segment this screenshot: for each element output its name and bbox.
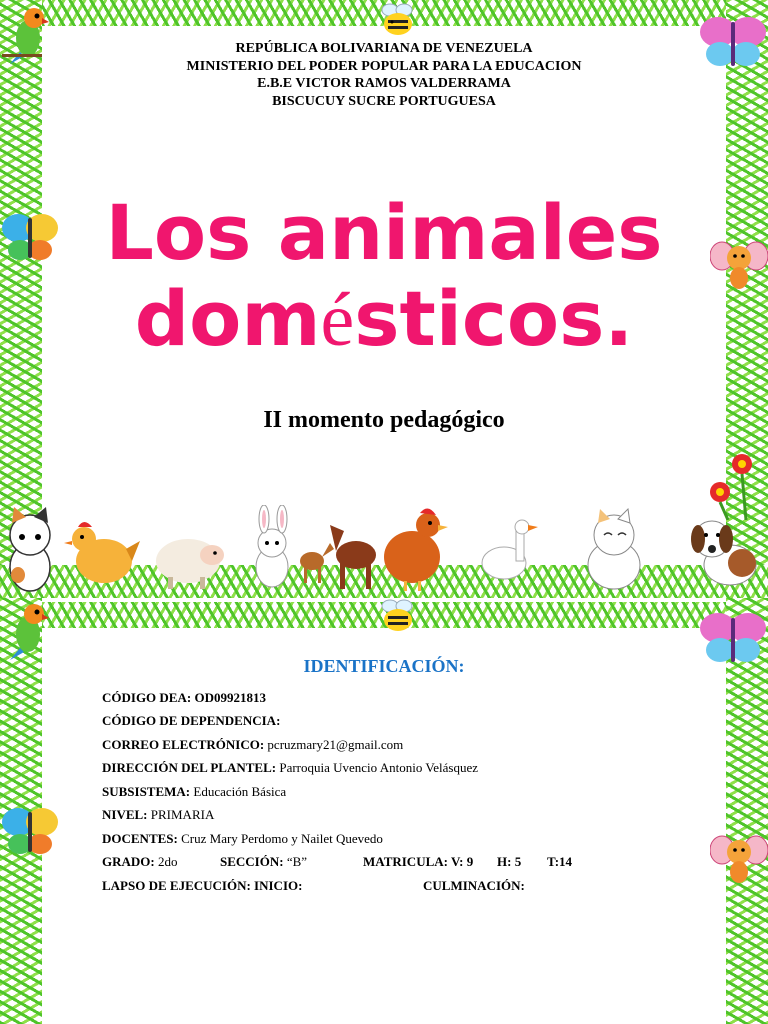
field-label: CORREO ELECTRÓNICO: bbox=[102, 737, 265, 752]
institution-header bbox=[0, 40, 768, 110]
direccion-row bbox=[102, 760, 478, 776]
header-line: E.B.E VICTOR RAMOS VALDERRAMA bbox=[257, 76, 511, 91]
field-value: 2do bbox=[157, 854, 178, 869]
butterfly-icon bbox=[0, 802, 60, 862]
codigo-dea-row bbox=[102, 690, 266, 706]
header-line: BISCUCUY SUCRE PORTUGUESA bbox=[272, 93, 496, 109]
field-label: CÓDIGO DEA: bbox=[102, 690, 192, 705]
title-accent-letter: é bbox=[320, 278, 355, 362]
page-title-line-1: Los animales bbox=[105, 188, 663, 277]
field-label: CÓDIGO DE DEPENDENCIA: bbox=[102, 713, 281, 728]
hen-icon bbox=[384, 508, 448, 591]
cat-icon bbox=[588, 509, 640, 589]
nivel-row bbox=[102, 807, 214, 823]
field-value: pcruzmary21@gmail.com bbox=[267, 737, 404, 752]
culminacion-label: CULMINACIÓN: bbox=[423, 878, 525, 893]
seccion-row bbox=[220, 854, 307, 870]
bee-icon bbox=[710, 830, 768, 886]
field-value: Cruz Mary Perdomo y Nailet Quevedo bbox=[181, 831, 383, 846]
matricula-label: MATRICULA: V: 9 bbox=[363, 854, 474, 869]
bee-icon bbox=[378, 598, 418, 634]
header-line: MINISTERIO DEL PODER POPULAR PARA LA EDUCACION bbox=[186, 58, 582, 74]
field-label: NIVEL: bbox=[102, 807, 148, 822]
animals-illustration bbox=[0, 505, 768, 597]
header-line: REPÚBLICA BOLIVARIANA DE VENEZUELA bbox=[235, 41, 533, 56]
hen-icon bbox=[64, 522, 140, 583]
grado-row bbox=[102, 854, 177, 870]
bee-icon bbox=[378, 2, 418, 38]
page-title-line-2 bbox=[0, 274, 768, 365]
field-label: DOCENTES: bbox=[102, 831, 178, 846]
subtitle: II momento pedagógico bbox=[263, 407, 505, 433]
dog-icon bbox=[691, 521, 756, 585]
field-value: “B” bbox=[286, 854, 308, 869]
title-text: sticos. bbox=[354, 274, 634, 363]
identification-page bbox=[0, 598, 768, 1024]
subsistema-row bbox=[102, 784, 286, 800]
field-value: Educación Básica bbox=[193, 784, 287, 799]
lapso-label: LAPSO DE EJECUCIÓN: INICIO: bbox=[102, 878, 303, 893]
field-label: GRADO: bbox=[102, 854, 155, 869]
parrot-icon bbox=[2, 600, 50, 660]
field-value: PRIMARIA bbox=[150, 807, 215, 822]
codigo-dependencia-row bbox=[102, 713, 280, 729]
field-value: OD09921813 bbox=[194, 690, 266, 705]
rabbit-icon bbox=[256, 505, 288, 587]
field-label: SUBSISTEMA: bbox=[102, 784, 191, 799]
matricula-t: T:14 bbox=[547, 854, 573, 869]
horse-icon bbox=[300, 525, 376, 589]
goose-icon bbox=[482, 520, 538, 579]
matricula-h: H: 5 bbox=[497, 854, 522, 869]
cat-icon bbox=[10, 507, 50, 591]
field-label: SECCIÓN: bbox=[220, 854, 284, 869]
title-text: dom bbox=[134, 274, 321, 363]
field-value: Parroquia Uvencio Antonio Velásquez bbox=[279, 760, 479, 775]
docentes-row bbox=[102, 831, 383, 847]
identification-heading: IDENTIFICACIÓN: bbox=[303, 656, 465, 676]
sheep-icon bbox=[156, 539, 224, 589]
correo-row bbox=[102, 737, 403, 753]
field-label: DIRECCIÓN DEL PLANTEL: bbox=[102, 760, 277, 775]
